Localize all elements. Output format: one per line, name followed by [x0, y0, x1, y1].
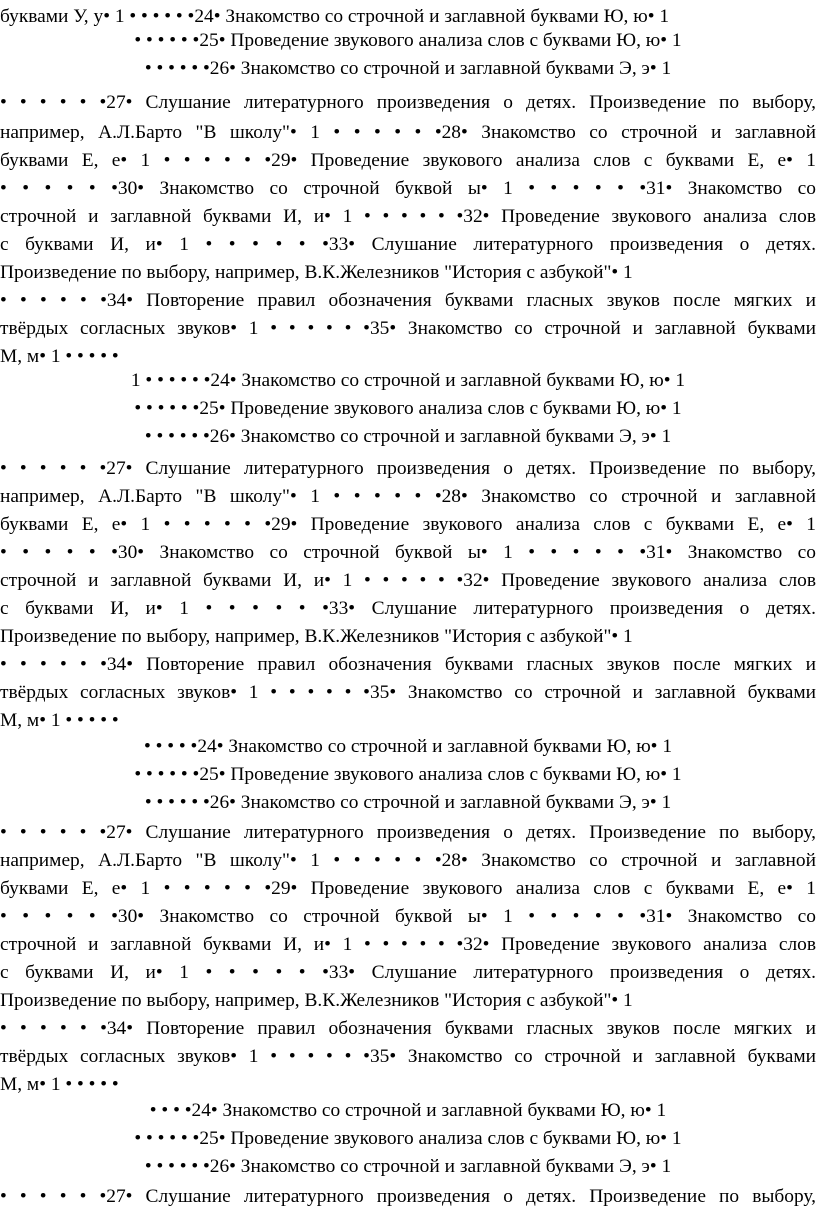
- text-line: строчной и заглавной буквами И, и• 1 • • • • • •32• Проведение звукового анализа слов: [0, 206, 816, 227]
- text-line: • • • • • •27• Слушание литературного произведения о детях. Произведение по выбору,: [0, 822, 816, 843]
- text-line: строчной и заглавной буквами И, и• 1 • • • • • •32• Проведение звукового анализа слов: [0, 934, 816, 955]
- text-line: с буквами И, и• 1 • • • • • •33• Слушание литературного произведения о детях.: [0, 962, 816, 983]
- text-line: • • • • • •27• Слушание литературного произведения о детях. Произведение по выбору,: [0, 458, 816, 479]
- text-line: буквами Е, е• 1 • • • • • •29• Проведение звукового анализа слов с буквами Е, е• 1: [0, 514, 816, 535]
- text-line: строчной и заглавной буквами И, и• 1 • • • • • •32• Проведение звукового анализа слов: [0, 570, 816, 591]
- text-line: • • • • • •30• Знакомство со строчной буквой ы• 1 • • • • • •31• Знакомство со: [0, 178, 816, 199]
- text-line: буквами Е, е• 1 • • • • • •29• Проведение звукового анализа слов с буквами Е, е• 1: [0, 150, 816, 171]
- text-line: например, А.Л.Барто "В школу"• 1 • • • • • •28• Знакомство со строчной и заглавной: [0, 850, 816, 871]
- text-line: • • • • • •26• Знакомство со строчной и заглавной буквами Э, э• 1: [144, 1156, 672, 1177]
- text-line: • • • • • •26• Знакомство со строчной и заглавной буквами Э, э• 1: [144, 58, 672, 79]
- text-line: • • • • • •27• Слушание литературного произведения о детях. Произведение по выбору,: [0, 92, 816, 113]
- text-line: например, А.Л.Барто "В школу"• 1 • • • • • •28• Знакомство со строчной и заглавной: [0, 122, 816, 143]
- text-line: • • • • • •25• Проведение звукового анализа слов с буквами Ю, ю• 1: [134, 764, 682, 785]
- text-line: • • • • • •25• Проведение звукового анализа слов с буквами Ю, ю• 1: [134, 1128, 682, 1149]
- text-line: • • • • • •27• Слушание литературного произведения о детях. Произведение по выбору,: [0, 1186, 816, 1207]
- text-line: твёрдых согласных звуков• 1 • • • • • •35• Знакомство со строчной и заглавной буквами: [0, 318, 816, 339]
- text-line: Произведение по выбору, например, В.К.Железников "История с азбукой"• 1: [0, 990, 633, 1011]
- text-line: 1 • • • • • •24• Знакомство со строчной и заглавной буквами Ю, ю• 1: [130, 370, 686, 391]
- text-line: Произведение по выбору, например, В.К.Железников "История с азбукой"• 1: [0, 626, 633, 647]
- text-line: • • • • • •34• Повторение правил обозначения буквами гласных звуков после мягких и: [0, 1018, 816, 1039]
- text-line: буквами Е, е• 1 • • • • • •29• Проведение звукового анализа слов с буквами Е, е• 1: [0, 878, 816, 899]
- text-line: буквами У, у• 1 • • • • • •24• Знакомство со строчной и заглавной буквами Ю, ю• 1: [0, 6, 670, 27]
- text-line: • • • • •24• Знакомство со строчной и заглавной буквами Ю, ю• 1: [143, 736, 673, 757]
- text-line: • • • • • •25• Проведение звукового анализа слов с буквами Ю, ю• 1: [134, 398, 682, 419]
- text-line: • • • • • •26• Знакомство со строчной и заглавной буквами Э, э• 1: [144, 792, 672, 813]
- text-line: например, А.Л.Барто "В школу"• 1 • • • • • •28• Знакомство со строчной и заглавной: [0, 486, 816, 507]
- text-line: • • • •24• Знакомство со строчной и заглавной буквами Ю, ю• 1: [149, 1100, 667, 1121]
- text-line: • • • • • •25• Проведение звукового анализа слов с буквами Ю, ю• 1: [134, 30, 682, 51]
- text-line: • • • • • •26• Знакомство со строчной и заглавной буквами Э, э• 1: [144, 426, 672, 447]
- text-line: М, м• 1 • • • • •: [0, 1074, 119, 1095]
- text-line: М, м• 1 • • • • •: [0, 346, 119, 367]
- text-line: • • • • • •34• Повторение правил обозначения буквами гласных звуков после мягких и: [0, 654, 816, 675]
- text-line: • • • • • •30• Знакомство со строчной буквой ы• 1 • • • • • •31• Знакомство со: [0, 906, 816, 927]
- text-line: твёрдых согласных звуков• 1 • • • • • •35• Знакомство со строчной и заглавной буквами: [0, 682, 816, 703]
- text-line: с буквами И, и• 1 • • • • • •33• Слушание литературного произведения о детях.: [0, 598, 816, 619]
- text-line: с буквами И, и• 1 • • • • • •33• Слушание литературного произведения о детях.: [0, 234, 816, 255]
- text-line: • • • • • •30• Знакомство со строчной буквой ы• 1 • • • • • •31• Знакомство со: [0, 542, 816, 563]
- text-line: • • • • • •34• Повторение правил обозначения буквами гласных звуков после мягких и: [0, 290, 816, 311]
- text-line: М, м• 1 • • • • •: [0, 710, 119, 731]
- text-line: Произведение по выбору, например, В.К.Железников "История с азбукой"• 1: [0, 262, 633, 283]
- text-line: твёрдых согласных звуков• 1 • • • • • •35• Знакомство со строчной и заглавной буквами: [0, 1046, 816, 1067]
